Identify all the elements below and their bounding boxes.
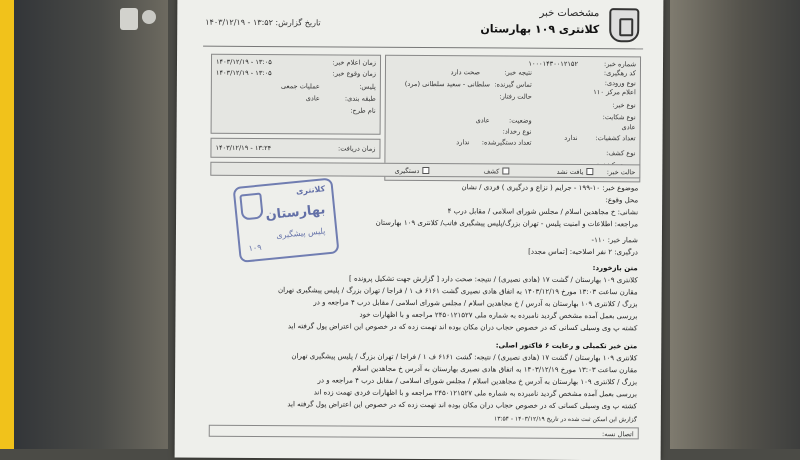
- bottom-box: [209, 425, 639, 440]
- supplement-line: بررسی بعمل آمده مشخص گردید نامبرده به شماره ملی ۲۴۵۰۱۲۱۵۲۷ مراجعه و با اظهارات فردی تهمت زده اند: [313, 388, 638, 399]
- reference-line: مراجعه: اطلاعات و امنیت پلیس - تهران بزرگ/پلیس پیشگیری فاتب/ کلانتری ۱۰۹ بهارستان: [375, 218, 639, 229]
- supplement-heading: متن خبر تکمیلی و رعایت ۶ فاکتور اصلی:: [495, 341, 638, 351]
- supplement-line: بزرگ / کلانتری ۱۰۹ بهارستان به آدرس خ مجاهدین اسلام / مجلس شورای اسلامی / مقابل درب ۴ مراجعه و در: [317, 376, 638, 387]
- address-line: نشانی: خ مجاهدین اسلام / مجلس شورای اسلامی / مقابل درب ۴: [447, 207, 639, 217]
- received-time-box: [210, 138, 380, 159]
- field-value: ندارد: [456, 138, 470, 147]
- field-value: اعلام مرکز ۱۱۰: [593, 88, 636, 97]
- bottom-label: اتصال نسه:: [601, 430, 634, 439]
- feedback-line: کشته پ وی وسیلی کسانی که در خصوص حجاب دران مکان بوده اند تهمت زده که در خصوص این اعتراض پول گرفته اید: [287, 322, 638, 333]
- supplement-line: مقارن ساعت ۱۳:۰۳ مورخ ۱۴۰۳/۱۲/۱۹ به اتفاق هادی نصیری بهارستان به آدرس خ مجاهدین اسلام: [352, 364, 638, 375]
- field-value: ندارد: [564, 133, 578, 142]
- field-label: کد رهگیری:: [603, 69, 636, 78]
- info-panel-left: [211, 54, 381, 135]
- stamp-emblem-icon: [239, 192, 263, 220]
- field-value: ۱۴۰۳/۱۲/۱۹ - ۱۳:۰۵: [215, 68, 272, 78]
- field-value: عادی: [305, 94, 320, 103]
- feedback-line: مقارن ساعت ۱۳:۰۳ مورخ ۱۴۰۳/۱۲/۱۹ به اتفاق هادی نصیری گشت ۶۱۶۱ ف ۱ / فراجا / تهران بزرگ / پلیس پیشگیری تهران: [277, 286, 638, 297]
- field-label: نوع ورودی:: [604, 79, 636, 88]
- feedback-line: بررسی بعمل آمده مشخص گردید نامبرده به شماره ملی ۲۴۵۰۱۲۱۵۲۷ مراجعه و با اظهارات خود: [359, 310, 638, 321]
- supplement-line: کشته پ وی وسیلی کسانی که در خصوص حجاب دران مکان بوده اند تهمت زده که در خصوص این اعتراض پول گرفته اید: [287, 400, 637, 411]
- header-divider: [203, 46, 643, 50]
- feedback-line: بزرگ / کلانتری ۱۰۹ بهارستان به آدرس / خ مجاهدین اسلام / مجلس شورای اسلامی / مقابل درب ۴ مراجعه و در: [313, 298, 638, 309]
- field-label: تعداد کشفیات:: [595, 134, 636, 143]
- option-label: یافت نشد: [556, 167, 584, 177]
- field-label: پلیس:: [359, 82, 376, 91]
- stamp-text: کلانتری: [295, 184, 326, 197]
- field-value: حالت رفتار:: [499, 92, 532, 101]
- field-value: عملیات جمعی: [281, 82, 320, 91]
- field-label: طبقه بندی:: [344, 94, 376, 103]
- field-label: نوع کشف:: [606, 149, 636, 158]
- status-row: [210, 162, 640, 179]
- background-left: [0, 0, 168, 449]
- field-label: نام طرح:: [350, 106, 376, 115]
- checkbox-not-found[interactable]: [586, 168, 593, 175]
- subject-line: موضوع خبر: ۱۰-۱۹۹ - جرایم ( نزاع و درگیری ) فردی / نشان: [461, 183, 639, 193]
- location-line: محل وقوع:: [605, 196, 639, 205]
- document-paper: [175, 0, 664, 460]
- footer-line: گزارش این اسکن ثبت شده در تاریخ ۱۴۰۳/۱۲/۱۹ - ۱۳:۵۴: [493, 415, 637, 424]
- conflict-line: درگیری: ۲ نفر اصلاحیه: [تماس مجدد]: [528, 247, 638, 257]
- official-stamp: [233, 177, 340, 262]
- header-subtitle: کلانتری ۱۰۹ بهارستان: [480, 22, 600, 37]
- stamp-text: بهارستان: [264, 202, 326, 224]
- checkbox-discovered[interactable]: [502, 168, 509, 175]
- document-header: [205, 4, 639, 47]
- police-emblem-icon: [609, 8, 639, 42]
- field-label: تعداد دستگیرشده:: [481, 138, 532, 147]
- feedback-heading: متن بازخورد:: [592, 264, 638, 273]
- report-date: تاریخ گزارش: ۱۳:۵۲ - ۱۴۰۳/۱۲/۱۹: [205, 17, 321, 28]
- field-label: شماره خبر:: [603, 60, 637, 69]
- field-value: ۱۴۰۳/۱۲/۱۹ - ۱۳:۲۴: [215, 143, 272, 153]
- field-label: نوع شکایت:: [602, 113, 636, 122]
- option-label: دستگیری: [394, 166, 420, 176]
- background-right: [670, 0, 800, 449]
- stamp-number: ۱۰۹: [248, 242, 262, 253]
- field-value: سلطانی - سعید سلطانی (مرد): [404, 79, 490, 89]
- field-value: ۱۴۰۳/۱۲/۱۹ - ۱۳:۰۵: [215, 57, 272, 67]
- feedback-line: کلانتری ۱۰۹ بهارستان / گشت ۱۷ (هادی نصیری) / نتیجه: صحت دارد [ گزارش جهت تشکیل پرونده ]: [349, 274, 638, 285]
- option-label: کشف: [483, 167, 500, 176]
- field-label: زمان وقوع خبر:: [332, 69, 376, 78]
- field-label: نوع خبر:: [612, 101, 636, 110]
- header-title: مشخصات خبر: [539, 7, 600, 20]
- supplement-line: کلانتری ۱۰۹ بهارستان / گشت ۱۷ (هادی نصیری) / نتیجه: گشت ۶۱۶۱ ف ۱ / فراجا / تهران بزرگ / پلیس پیشگیری تهران: [291, 352, 638, 363]
- field-label: وضعیت:: [508, 116, 532, 125]
- status-label: حالت خبر:: [606, 168, 636, 177]
- field-value: عادی: [621, 123, 636, 132]
- field-value: عادی: [475, 116, 490, 125]
- field-value: ۱۰۰۰۱۴۳۰۰۱۲۱۵۲: [528, 59, 579, 68]
- stamp-text: پلیس پیشگیری: [275, 226, 326, 241]
- background-object: [142, 10, 156, 24]
- field-label: تماس گیرنده:: [494, 80, 532, 89]
- checkbox-arrested[interactable]: [422, 167, 429, 174]
- field-label: نوع رخداد:: [502, 127, 532, 136]
- field-value: صحت دارد: [450, 68, 480, 77]
- count-line: شمار خبر: ۱۱۰-: [591, 236, 638, 245]
- background-object: [120, 8, 138, 30]
- field-label: زمان اعلام خبر:: [332, 58, 377, 67]
- field-label: زمان دریافت:: [337, 144, 376, 153]
- field-label: نتیجه خبر:: [504, 68, 532, 77]
- yellow-strip: [0, 0, 14, 449]
